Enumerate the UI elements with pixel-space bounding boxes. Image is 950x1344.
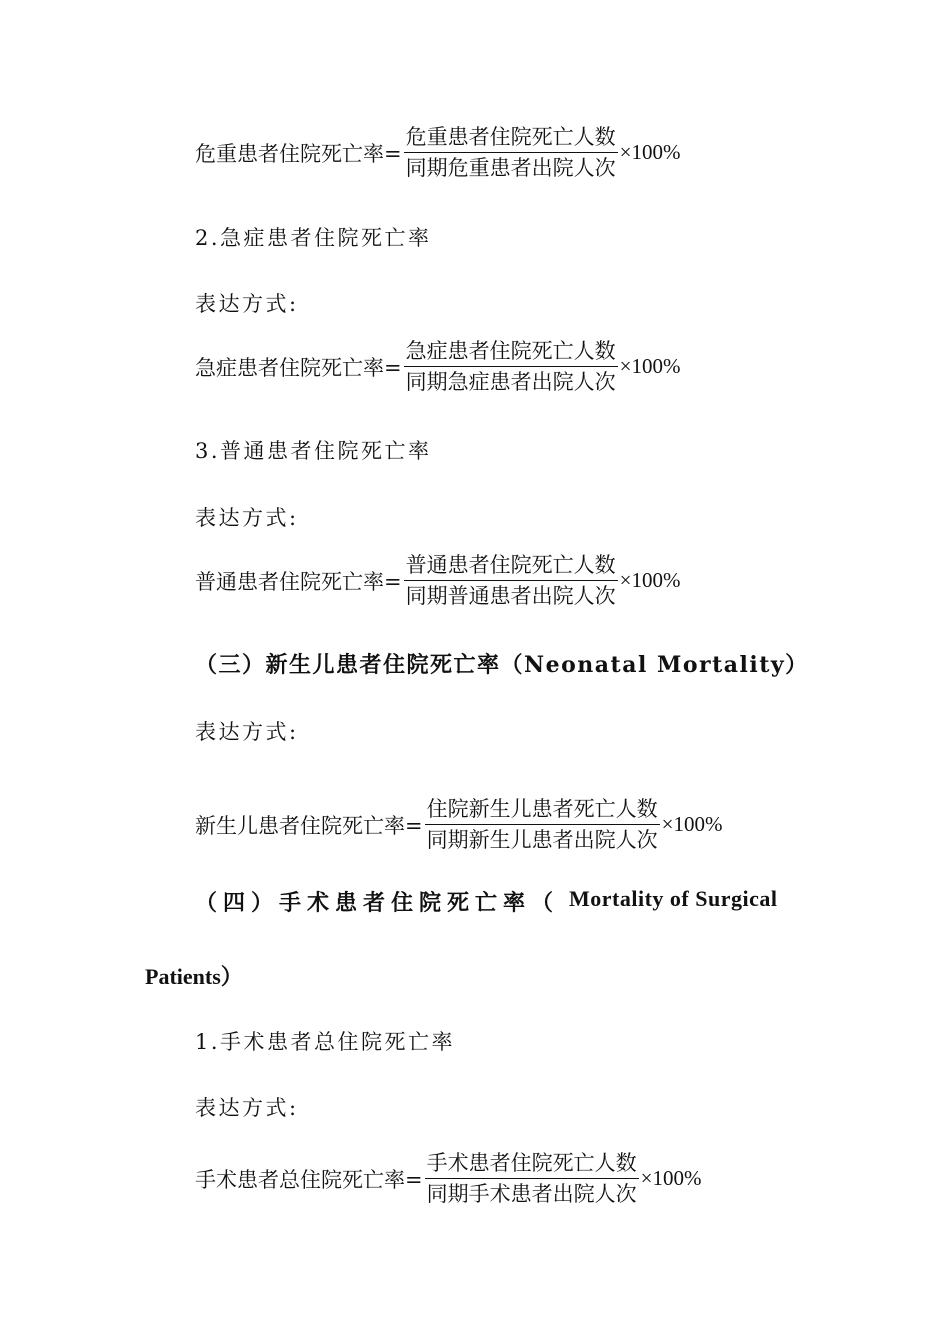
section-heading-neonatal: （三）新生儿患者住院死亡率（Neonatal Mortality） [195, 652, 809, 678]
formula-denominator: 同期手术患者出院人次 [426, 1182, 637, 1206]
formula-numerator: 危重患者住院死亡人数 [404, 124, 618, 153]
formula-emergency-mortality [195, 338, 680, 395]
expression-label: 表达方式: [195, 506, 299, 530]
formula-denominator: 同期新生儿患者出院人次 [426, 828, 658, 852]
formula-numerator: 急症患者住院死亡人数 [404, 338, 618, 367]
formula-numerator: 手术患者住院死亡人数 [425, 1150, 639, 1179]
expression-label: 表达方式: [195, 1096, 299, 1120]
section-heading-surgical-en: Mortality of Surgical [569, 886, 778, 911]
formula-multiplier: ×100% [619, 354, 681, 378]
formula-fraction [404, 552, 618, 609]
expression-label: 表达方式: [195, 292, 299, 316]
formula-multiplier: ×100% [619, 140, 681, 164]
formula-denominator: 同期危重患者出院人次 [405, 156, 616, 180]
formula-lhs: 手术患者总住院死亡率= [195, 1167, 423, 1192]
formula-lhs: 普通患者住院死亡率= [195, 569, 402, 594]
formula-general-mortality [195, 552, 680, 609]
formula-critical-mortality [195, 124, 680, 181]
section-item-4-1: 1.手术患者总住院死亡率 [195, 1030, 456, 1054]
formula-fraction [425, 1150, 639, 1207]
section-item-2: 2.急症患者住院死亡率 [195, 226, 432, 250]
formula-lhs: 新生儿患者住院死亡率= [195, 813, 423, 838]
formula-multiplier: ×100% [640, 1166, 702, 1190]
section-heading-surgical: （四）手术患者住院死亡率（ [195, 890, 560, 916]
section-item-3: 3.普通患者住院死亡率 [195, 439, 432, 463]
formula-denominator: 同期急症患者出院人次 [405, 370, 616, 394]
formula-fraction [404, 338, 618, 395]
formula-numerator: 住院新生儿患者死亡人数 [425, 796, 660, 825]
formula-numerator: 普通患者住院死亡人数 [404, 552, 618, 581]
formula-surgical-mortality [195, 1150, 701, 1207]
expression-label: 表达方式: [195, 720, 299, 744]
formula-multiplier: ×100% [661, 812, 723, 836]
formula-fraction [404, 124, 618, 181]
formula-multiplier: ×100% [619, 568, 681, 592]
formula-lhs: 危重患者住院死亡率= [195, 141, 402, 166]
formula-fraction [425, 796, 660, 853]
formula-neonatal-mortality [195, 796, 722, 853]
section-heading-surgical-cont: Patients） [145, 964, 243, 989]
formula-lhs: 急症患者住院死亡率= [195, 355, 402, 380]
formula-denominator: 同期普通患者出院人次 [405, 584, 616, 608]
